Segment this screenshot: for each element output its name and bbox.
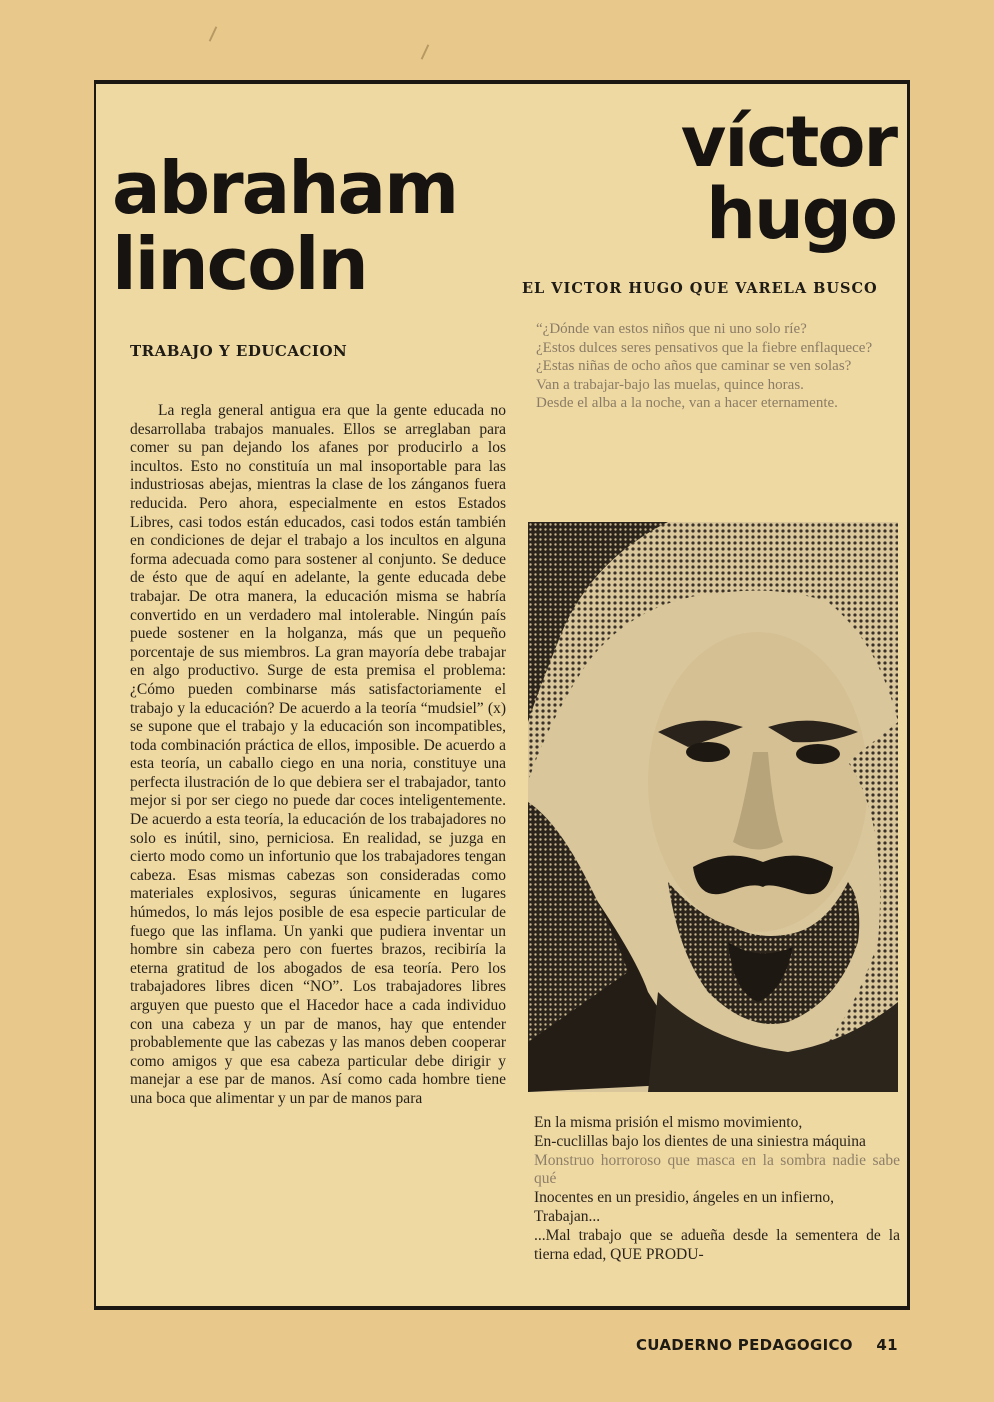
lincoln-article-body: La regla general antigua era que la gente educada no desarrollaba trabajos manuales. Ellos se arreglaban para comer su pan dejando los afanes por producirlo a los incultos. Esto no constituía un mal insoportable para las industriosas abejas, mientras la clase de los zánganos fuera reducida. Pero ahora, especialmente en estos Estados Libres, casi todos están educados, casi todos están también en condiciones de dejar el trabajo a los incultos en alguna forma adecuada como para sostener al conjunto. Se deduce de ésto que de aquí en adelante, la gente educada debe trabajar. De otra manera, la educación misma se habría convertido en un verdadero mal intolerable. Ningún país puede sostener en la holganza, más que un pequeño porcentaje de sus miembros. La gran mayoría debe trabajar en algo productivo. Surge de esta premisa el problema: ¿Cómo pueden combinarse más satisfactoriamente el trabajo y la educación? De acuerdo a la teoría “mudsiel” (x) se supone que el trabajo y la educación son incompatibles, toda combinación práctica de ellos, imposible. De acuerdo a esta teoría, un caballo ciego en una noria, constituye una perfecta ilustración de lo que debiera ser el trabajador, tanto mejor si por ser ciego no puede dar coces inteligentemente. De acuerdo a esta teoría, la educación de los trabajadores no solo es inútil, sino, perniciosa. En realidad, se juzga en cierto modo como un infortunio que los trabajadores tengan cabeza. Esas mismas cabezas son consideradas como materiales explosivos, seguras únicamente en lugares húmedos, lo más lejos posible de esa especie particular de fuego que las inflama. Un yanki que pudiera inventar un hombre sin cabeza pero con fuertes brazos, recibiría la eterna gratitud de los abogados de esa teoría. Pero los trabajadores libres dicen “NO”. Los trabajadores libres arguyen que puesto que el Hacedor hace a cada individuo con una cabeza y un par de manos, hay que entender probablemente que las cabezas y las manos deben cooperar como amigos y que esa cabeza particular debe dirigir y manejar a ese par de manos. Así como cada hombre tiene una boca que alimentar y un par de manos para — [130, 402, 506, 1107]
poem-line: Inocentes en un presidio, ángeles en un infierno, — [534, 1189, 835, 1207]
hugo-heading: EL VICTOR HUGO QUE VARELA BUSCO — [522, 280, 878, 297]
portrait-image — [528, 522, 898, 1092]
poem-line: ¿Estas niñas de ocho años que caminar se ven solas? — [536, 358, 852, 375]
lincoln-heading: TRABAJO Y EDUCACION — [130, 342, 348, 360]
hugo-column — [510, 84, 900, 1306]
hugo-poem-intro — [536, 320, 898, 413]
poem-line: ...Mal trabajo que se adueña desde la sementera de la tierna edad, QUE PRODU- — [534, 1226, 900, 1263]
publication-name: CUADERNO PEDAGOGICO — [636, 1336, 853, 1354]
lincoln-title — [112, 146, 458, 306]
scan-mark — [209, 26, 218, 41]
scan-mark — [421, 44, 430, 59]
hugo-title — [680, 101, 896, 255]
page-number: 41 — [876, 1336, 898, 1354]
victor-hugo-portrait — [528, 522, 898, 1092]
poem-line: Desde el alba a la noche, van a hacer eternamente. — [536, 395, 838, 412]
poem-line: Monstruo horroroso que masca en la sombra nadie sabe qué — [534, 1151, 900, 1188]
poem-line: “¿Dónde van estos niños que ni uno solo ríe? — [536, 321, 807, 337]
poem-line: En-cuclillas bajo los dientes de una siniestra máquina — [534, 1132, 866, 1150]
hugo-poem-continued — [534, 1114, 900, 1264]
page-footer — [636, 1336, 898, 1354]
lincoln-column — [110, 84, 506, 1306]
poem-line: En la misma prisión el mismo movimiento, — [534, 1114, 803, 1131]
poem-line: Trabajan... — [534, 1207, 601, 1225]
lincoln-title-line2: lincoln — [112, 222, 367, 306]
hugo-title-line2: hugo — [706, 173, 896, 255]
poem-line: Van a trabajar-bajo las muelas, quince horas. — [536, 376, 804, 393]
poem-line: ¿Estos dulces seres pensativos que la fiebre enflaquece? — [536, 339, 873, 356]
lincoln-title-line1: abraham — [112, 146, 458, 230]
hugo-title-line1: víctor — [680, 101, 896, 183]
page-frame — [94, 80, 910, 1310]
